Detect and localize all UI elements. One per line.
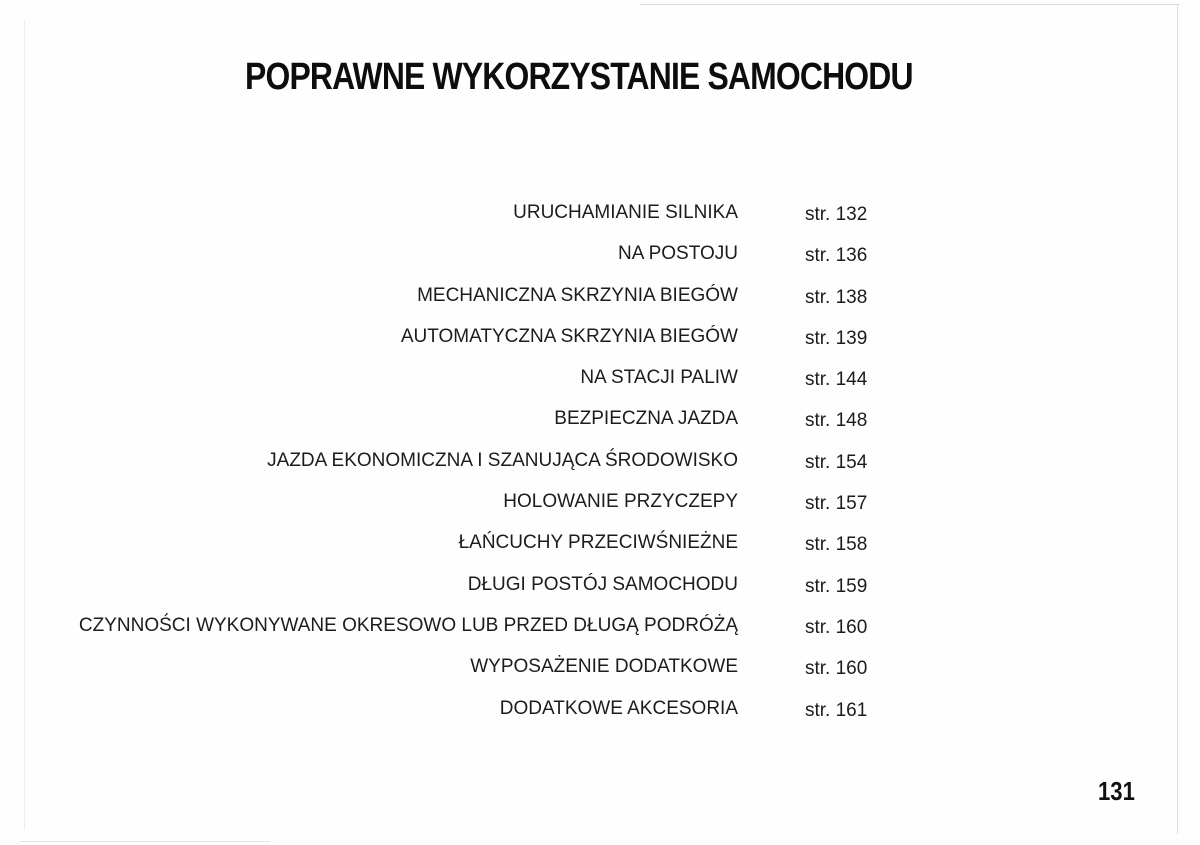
- toc-entry-page: str. 159: [805, 575, 868, 597]
- toc-entry-label: NA POSTOJU: [617, 243, 738, 265]
- toc-entry-label: URUCHAMIANIE SILNIKA: [513, 202, 738, 223]
- toc-entry-page: str. 160: [805, 616, 868, 638]
- toc-entry-page: str. 160: [805, 658, 868, 680]
- page-edge-bottom: [20, 841, 270, 842]
- toc-entry-label: BEZPIECZNA JAZDA: [554, 408, 738, 430]
- page-edge-right: [1177, 4, 1178, 834]
- toc-entry-label: HOLOWANIE PRZYCZEPY: [503, 491, 738, 513]
- toc-entry: [60, 611, 910, 652]
- page-edge-top: [640, 4, 1180, 5]
- page-edge-left: [24, 20, 25, 830]
- toc-entry-label: WYPOSAŻENIE DODATKOWE: [470, 656, 738, 678]
- toc-entry-page: str. 158: [805, 534, 868, 556]
- toc-entry-label: AUTOMATYCZNA SKRZYNIA BIEGÓW: [400, 325, 738, 347]
- page-title: POPRAWNE WYKORZYSTANIE SAMOCHODU: [245, 56, 913, 98]
- toc-entry-page: str. 138: [805, 286, 868, 308]
- toc-entry-label: DODATKOWE AKCESORIA: [499, 697, 738, 719]
- toc-entry: [60, 363, 910, 404]
- toc-entry: [60, 239, 910, 280]
- toc-entry-page: str. 144: [805, 369, 868, 391]
- toc-entry: [60, 322, 910, 363]
- toc-entry-label: DŁUGI POSTÓJ SAMOCHODU: [467, 573, 738, 595]
- toc-entry: [60, 281, 910, 322]
- toc-entry-page: str. 139: [805, 327, 868, 349]
- toc-entry: [60, 404, 910, 445]
- toc-entry: [60, 487, 910, 528]
- toc-entry-page: str. 157: [805, 493, 868, 515]
- toc-entry-label: JAZDA EKONOMICZNA I SZANUJĄCA ŚRODOWISKO: [267, 449, 738, 471]
- toc-entry-page: str. 136: [805, 245, 868, 267]
- toc-entry-label: CZYNNOŚCI WYKONYWANE OKRESOWO LUB PRZED DŁUGĄ PODRÓŻĄ: [78, 614, 738, 636]
- toc-entry: [60, 694, 910, 735]
- toc-entry: [60, 528, 910, 569]
- toc-entry: [60, 652, 910, 693]
- toc-entry-label: MECHANICZNA SKRZYNIA BIEGÓW: [417, 284, 738, 306]
- toc-entry-page: str. 161: [805, 699, 868, 721]
- toc-entry-page: str. 132: [805, 204, 868, 225]
- toc-entry-page: str. 148: [805, 410, 868, 432]
- toc-entry-label: ŁAŃCUCHY PRZECIWŚNIEŻNE: [458, 532, 738, 554]
- toc-entry-page: str. 154: [805, 451, 868, 473]
- table-of-contents: [60, 198, 910, 735]
- toc-entry-label: NA STACJI PALIW: [580, 367, 738, 389]
- toc-entry: [60, 570, 910, 611]
- page-number: 131: [1098, 776, 1135, 806]
- toc-entry: [60, 446, 910, 487]
- toc-entry: [60, 198, 910, 239]
